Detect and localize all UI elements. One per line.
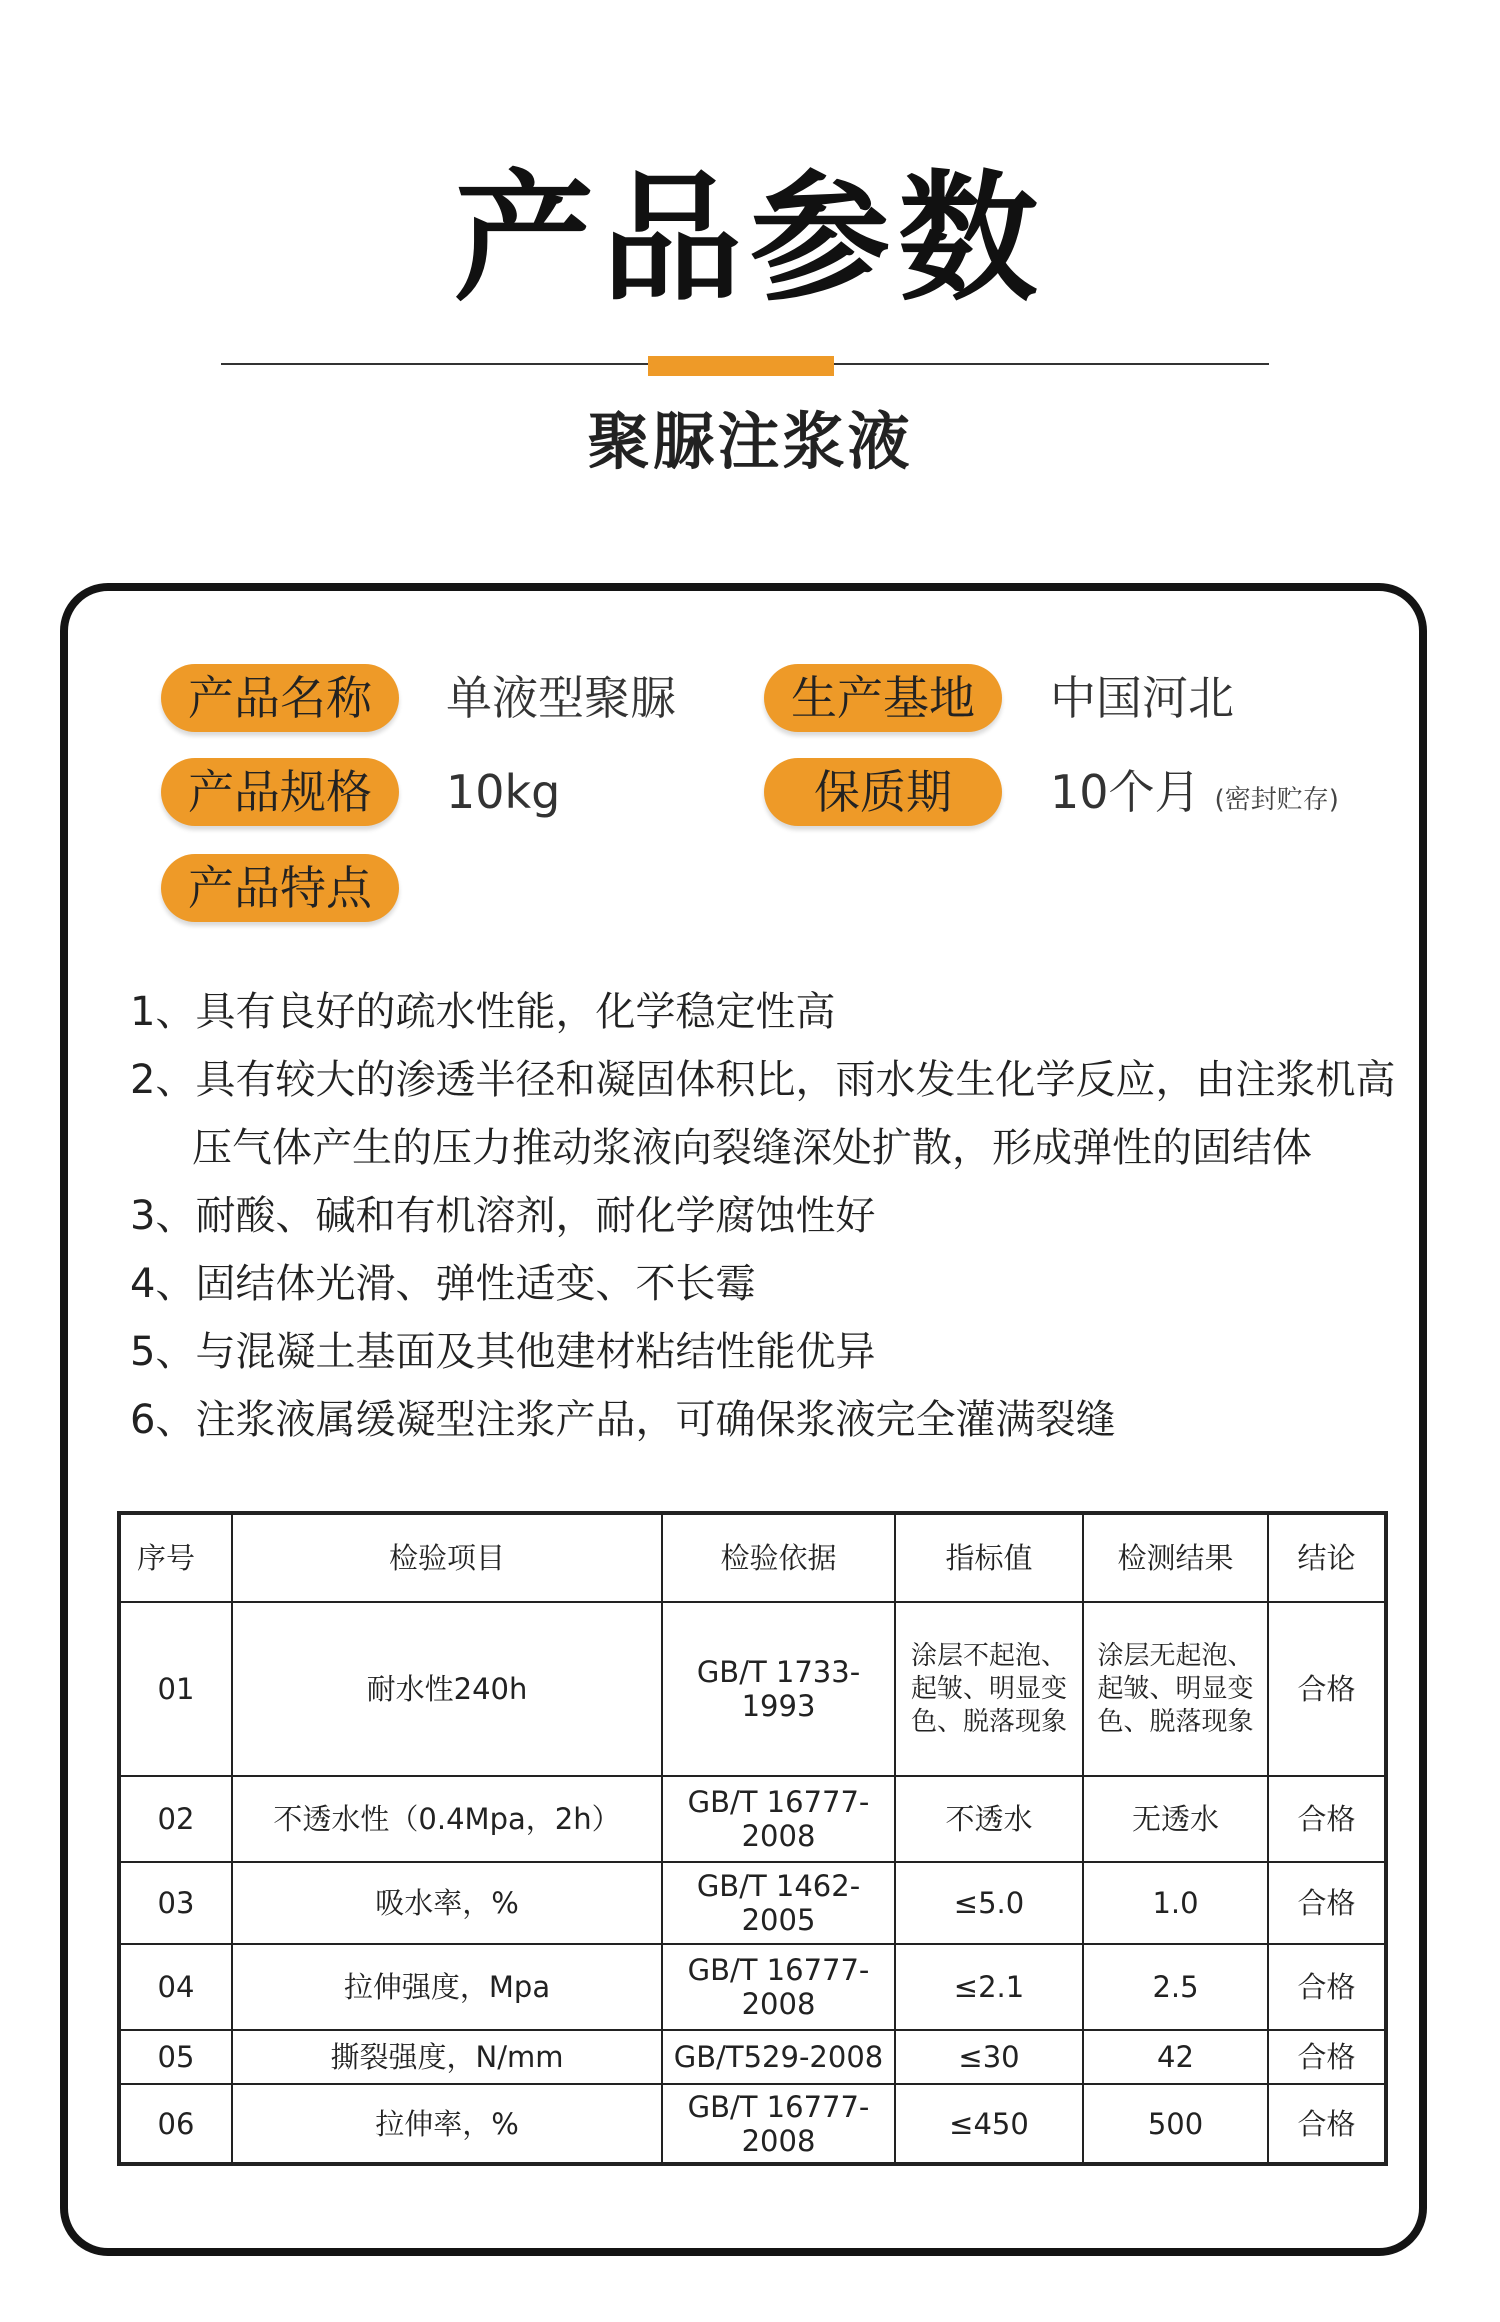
cell-result: 2.5: [1083, 1944, 1268, 2030]
cell-basis: GB/T 16777-2008: [662, 2084, 895, 2164]
table-row: [119, 1862, 1386, 1944]
features-label: 产品特点: [161, 854, 399, 922]
cell-index: ≤30: [895, 2030, 1083, 2084]
cell-basis: GB/T 16777-2008: [662, 1776, 895, 1862]
table-row: [119, 2084, 1386, 2164]
feature-item: 3、耐酸、碱和有机溶剂，耐化学腐蚀性好: [130, 1193, 876, 1239]
cell-basis: GB/T 1733-1993: [662, 1602, 895, 1776]
cell-item: 拉伸强度，Mpa: [232, 1944, 662, 2030]
shelf-life-value: [1050, 758, 1339, 834]
cell-conclusion: 合格: [1268, 1944, 1386, 2030]
header-index: 指标值: [895, 1513, 1083, 1602]
cell-item: 吸水率，%: [232, 1862, 662, 1944]
test-results-table: [117, 1511, 1388, 2166]
cell-result: 无透水: [1083, 1776, 1268, 1862]
cell-index: ≤450: [895, 2084, 1083, 2164]
header-item: 检验项目: [232, 1513, 662, 1602]
cell-item: 撕裂强度，N/mm: [232, 2030, 662, 2084]
cell-no: 03: [119, 1862, 232, 1944]
cell-index: 涂层不起泡、起皱、明显变色、脱落现象: [895, 1602, 1083, 1776]
table-row: [119, 2030, 1386, 2084]
cell-conclusion: 合格: [1268, 1776, 1386, 1862]
feature-item: 1、具有良好的疏水性能，化学稳定性高: [130, 989, 836, 1035]
cell-conclusion: 合格: [1268, 2084, 1386, 2164]
header-basis: 检验依据: [662, 1513, 895, 1602]
cell-no: 04: [119, 1944, 232, 2030]
cell-result: 涂层无起泡、起皱、明显变色、脱落现象: [1083, 1602, 1268, 1776]
cell-index: 不透水: [895, 1776, 1083, 1862]
cell-no: 05: [119, 2030, 232, 2084]
cell-no: 06: [119, 2084, 232, 2164]
spec-value: 10kg: [446, 765, 561, 819]
table-header-row: [119, 1513, 1386, 1602]
header-conclusion: 结论: [1268, 1513, 1386, 1602]
cell-conclusion: 合格: [1268, 2030, 1386, 2084]
header-no: 序号: [119, 1513, 232, 1602]
cell-result: 500: [1083, 2084, 1268, 2164]
shelf-life-note: (密封贮存): [1214, 785, 1339, 815]
cell-basis: GB/T529-2008: [662, 2030, 895, 2084]
cell-basis: GB/T 1462-2005: [662, 1862, 895, 1944]
title-divider-accent: [648, 356, 834, 376]
cell-basis: GB/T 16777-2008: [662, 1944, 895, 2030]
table-row: [119, 1944, 1386, 2030]
spec-label: 产品规格: [161, 758, 399, 826]
cell-item: 耐水性240h: [232, 1602, 662, 1776]
header-result: 检测结果: [1083, 1513, 1268, 1602]
table-row: [119, 1602, 1386, 1776]
cell-item: 不透水性（0.4Mpa，2h）: [232, 1776, 662, 1862]
feature-item: 4、固结体光滑、弹性适变、不长霉: [130, 1261, 756, 1307]
cell-conclusion: 合格: [1268, 1862, 1386, 1944]
cell-result: 42: [1083, 2030, 1268, 2084]
table-row: [119, 1776, 1386, 1862]
cell-no: 02: [119, 1776, 232, 1862]
shelf-life-text: 10个月: [1050, 765, 1201, 819]
cell-index: ≤2.1: [895, 1944, 1083, 2030]
product-name-label: 产品名称: [161, 664, 399, 732]
feature-list: [130, 978, 1400, 1454]
cell-no: 01: [119, 1602, 232, 1776]
origin-value: 中国河北: [1050, 671, 1234, 725]
product-subtitle: 聚脲注浆液: [587, 405, 913, 478]
cell-result: 1.0: [1083, 1862, 1268, 1944]
page-title: 产品参数: [453, 158, 1046, 321]
feature-item: 5、与混凝土基面及其他建材粘结性能优异: [130, 1329, 876, 1375]
shelf-life-label: 保质期: [764, 758, 1002, 826]
product-name-value: 单液型聚脲: [446, 671, 676, 725]
feature-item: 6、注浆液属缓凝型注浆产品，可确保浆液完全灌满裂缝: [130, 1397, 1116, 1443]
cell-index: ≤5.0: [895, 1862, 1083, 1944]
feature-item: 2、具有较大的渗透半径和凝固体积比，雨水发生化学反应，由注浆机高压气体产生的压力推动浆液向裂缝深处扩散，形成弹性的固结体: [130, 1057, 1396, 1171]
cell-item: 拉伸率，%: [232, 2084, 662, 2164]
origin-label: 生产基地: [764, 664, 1002, 732]
cell-conclusion: 合格: [1268, 1602, 1386, 1776]
